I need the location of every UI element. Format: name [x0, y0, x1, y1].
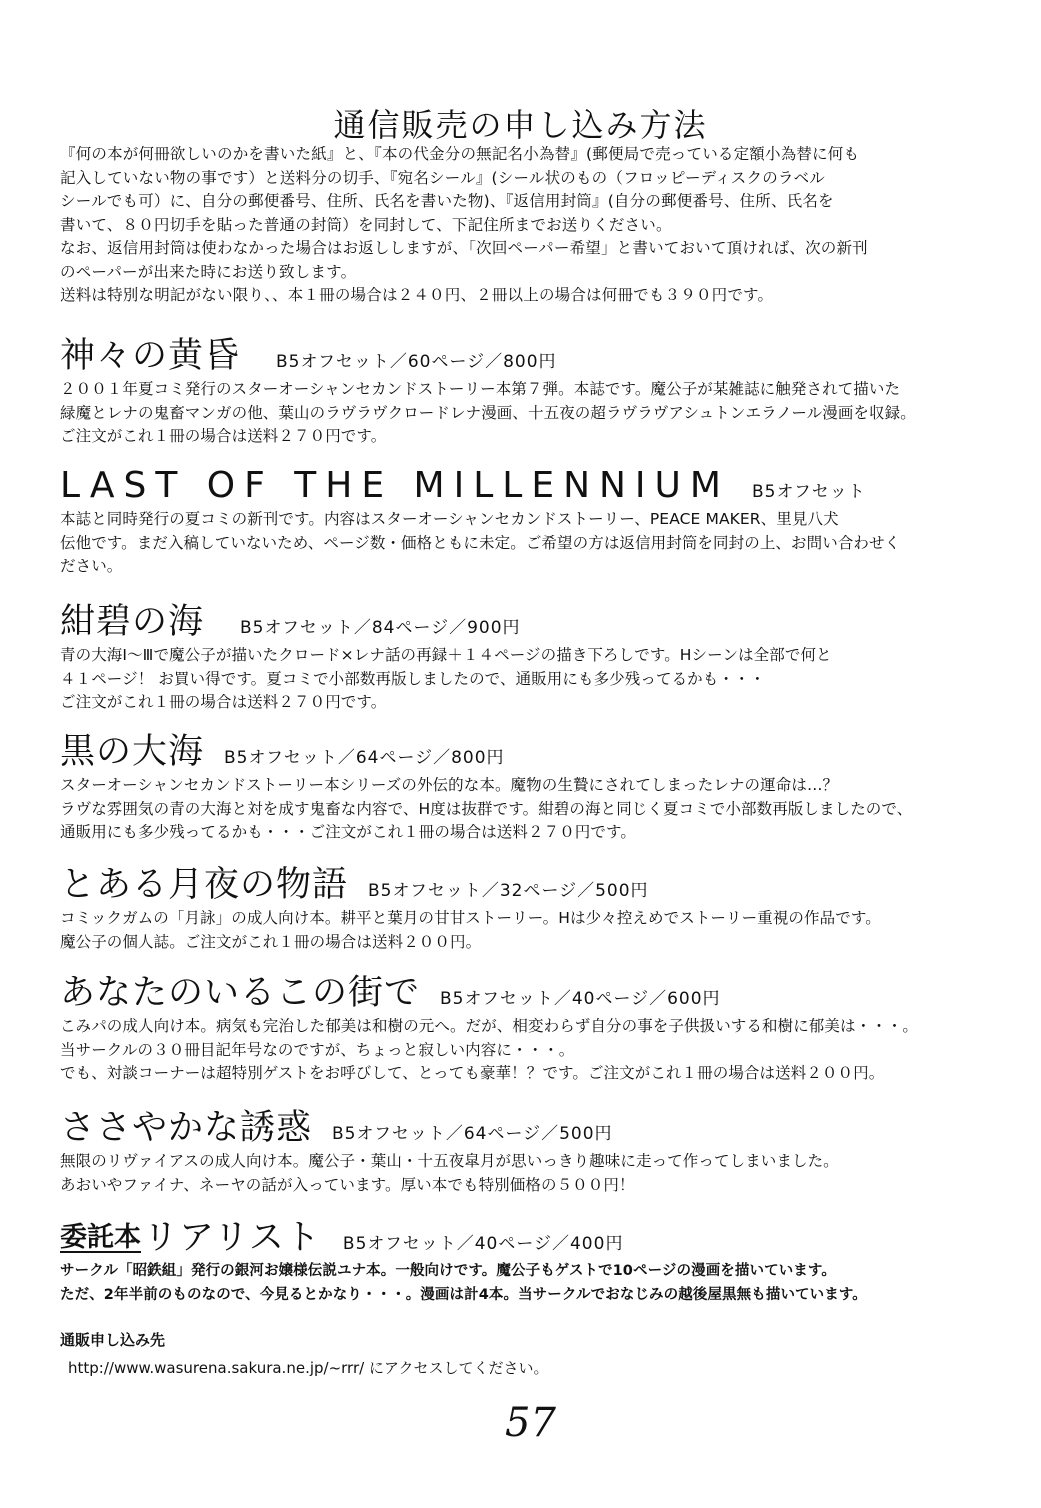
book-title-line [60, 865, 1005, 905]
book-title-line [60, 602, 1005, 642]
book-entry [60, 973, 1005, 1086]
book-description [60, 1015, 1005, 1086]
description-line: 青の大海Ⅰ～Ⅲで魔公子が描いたクロード×レナ話の再録＋１４ページの描き下ろしです。Hシーンは全部で何と [60, 646, 832, 664]
description-line: 当サークルの３０冊目記年号なのですが、ちょっと寂しい内容に・・・。 [60, 1040, 575, 1059]
book-title: LAST OF THE MILLENNIUM [60, 465, 730, 506]
book-title: ささやかな誘惑 [60, 1108, 313, 1148]
intro-line: 記入していない物の事です）と送料分の切手、『宛名シール』(シール状のもの（フロッピーディスクのラベル [60, 168, 826, 187]
contact-suffix: にアクセスしてください。 [368, 1359, 549, 1377]
book-description [60, 1150, 1005, 1197]
description-line: でも、対談コーナーは超特別ゲストをお呼びして、とっても豪華！？です。ご注文がこれ１冊の場合は送料２００円。 [60, 1064, 885, 1082]
consignment-label: 委託本 [60, 1222, 141, 1253]
book-title: とある月夜の物語 [60, 865, 349, 905]
book-title: あなたのいるこの街で [60, 973, 421, 1013]
book-description [60, 508, 1005, 579]
page-number: 57 [505, 1400, 556, 1446]
book-entry [60, 865, 1005, 954]
description-line: ださい。 [60, 557, 123, 575]
book-entry [60, 336, 1005, 449]
description-line: 通販用にも多少残ってるかも・・・ご注文がこれ１冊の場合は送料２７０円です。 [60, 823, 636, 841]
intro-line: 送料は特別な明記がない限り、、本１冊の場合は２４０円、２冊以上の場合は何冊でも３９０円です。 [60, 286, 774, 304]
book-entry [60, 1218, 1005, 1307]
book-spec: B5オフセット [751, 482, 866, 502]
book-entry [60, 732, 1005, 845]
book-description [60, 1260, 1005, 1307]
book-spec: B5オフセット／64ページ／800円 [224, 748, 505, 768]
book-description [60, 644, 1005, 715]
description-line: ２００１年夏コミ発行のスターオーシャンセカンドストーリー本第７弾。本誌です。魔公子が某雑誌に触発されて描いた [60, 380, 901, 398]
book-spec: B5オフセット／32ページ／500円 [368, 881, 649, 901]
description-line: 無限のリヴァイアスの成人向け本。魔公子・葉山・十五夜皐月が思いっきり趣味に走って作ってしまいました。 [60, 1152, 839, 1170]
description-line: ラヴな雰囲気の青の大海と対を成す鬼畜な内容で、H度は抜群です。紺碧の海と同じく夏コミで小部数再版しましたので、 [60, 799, 913, 818]
book-spec: B5オフセット／84ページ／900円 [240, 618, 521, 638]
book-entry [60, 602, 1005, 715]
book-entry [60, 466, 1005, 579]
description-line: ご注文がこれ１冊の場合は送料２７０円です。 [60, 427, 387, 445]
book-title-line [60, 466, 1005, 506]
description-line: ご注文がこれ１冊の場合は送料２７０円です。 [60, 693, 387, 711]
book-title-line [60, 973, 1005, 1013]
intro-block [60, 143, 1000, 308]
description-line: 伝他です。まだ入稿していないため、ページ数・価格ともに未定。ご希望の方は返信用封筒を同封の上、お問い合わせく [60, 533, 901, 552]
book-description [60, 378, 1005, 449]
description-line: スターオーシャンセカンドストーリー本シリーズの外伝的な本。魔物の生贄にされてしまったレナの運命は…？ [60, 776, 839, 794]
book-title-line [60, 1108, 1005, 1148]
book-description [60, 774, 1005, 845]
book-entry [60, 1108, 1005, 1197]
book-title: 黒の大海 [60, 732, 205, 772]
intro-line: のペーパーが出来た時にお送り致します。 [60, 262, 357, 281]
book-spec: B5オフセット／60ページ／800円 [276, 352, 557, 372]
book-spec: B5オフセット／40ページ／400円 [342, 1234, 624, 1254]
book-description [60, 907, 1005, 954]
book-spec: B5オフセット／64ページ／500円 [332, 1124, 613, 1144]
description-line: コミックガムの「月詠」の成人向け本。耕平と葉月の甘甘ストーリー。Hは少々控えめでストーリー重視の作品です。 [60, 909, 881, 927]
contact-label: 通販申し込み先 [60, 1331, 166, 1349]
description-line: サークル「昭鉄組」発行の銀河お嬢様伝説ユナ本。一般向けです。魔公子もゲストで10ページの漫画を描いています。 [60, 1263, 836, 1279]
book-title: リアリスト [143, 1218, 321, 1258]
page-heading: 通信販売の申し込み方法 [333, 106, 708, 144]
book-title: 神々の黄昏 [60, 336, 241, 376]
book-title-line [60, 1218, 1005, 1258]
description-line: 本誌と同時発行の夏コミの新刊です。内容はスターオーシャンセカンドストーリー、PEACE MAKER、里見八犬 [60, 510, 839, 528]
intro-line: シールでも可）に、自分の郵便番号、住所、氏名を書いた物)、『返信用封筒』(自分の郵便番号、住所、氏名を [60, 192, 834, 210]
intro-line: なお、返信用封筒は使わなかった場合はお返ししますが、「次回ペーパー希望」と書いておいて頂ければ、次の新刊 [60, 239, 868, 257]
contact-url[interactable]: http://www.wasurena.sakura.ne.jp/~rrr/ [68, 1359, 365, 1377]
book-spec: B5オフセット／40ページ／600円 [440, 989, 721, 1009]
description-line: こみパの成人向け本。病気も完治した郁美は和樹の元へ。だが、相変わらず自分の事を子供扱いする和樹に郁美は・・・。 [60, 1017, 919, 1035]
description-line: ただ、2年半前のものなので、今見るとかなり・・・。漫画は計4本。当サークルでおなじみの越後屋黒無も描いています。 [60, 1286, 867, 1303]
book-title-line [60, 732, 1005, 772]
book-title: 紺碧の海 [60, 602, 205, 642]
book-title-line [60, 336, 1005, 376]
description-line: 緑魔とレナの鬼畜マンガの他、葉山のラヴラヴクロードレナ漫画、十五夜の超ラヴラヴアシュトンエラノール漫画を収録。 [60, 403, 916, 422]
description-line: 魔公子の個人誌。ご注文がこれ１冊の場合は送料２００円。 [60, 932, 482, 951]
contact-line [60, 1354, 549, 1382]
intro-line: 『何の本が何冊欲しいのかを書いた紙』と、『本の代金分の無記名小為替』(郵便局で売っている定額小為替に何も [60, 145, 860, 163]
order-contact [60, 1326, 549, 1382]
intro-line: 書いて、８０円切手を貼った普通の封筒）を同封して、下記住所までお送りください。 [60, 215, 672, 234]
description-line: ４１ページ！ お買い得です。夏コミで小部数再版しましたので、通販用にも多少残ってるかも・・・ [60, 669, 766, 688]
description-line: あおいやファイナ、ネーヤの話が入っています。厚い本でも特別価格の５００円！ [60, 1175, 635, 1194]
